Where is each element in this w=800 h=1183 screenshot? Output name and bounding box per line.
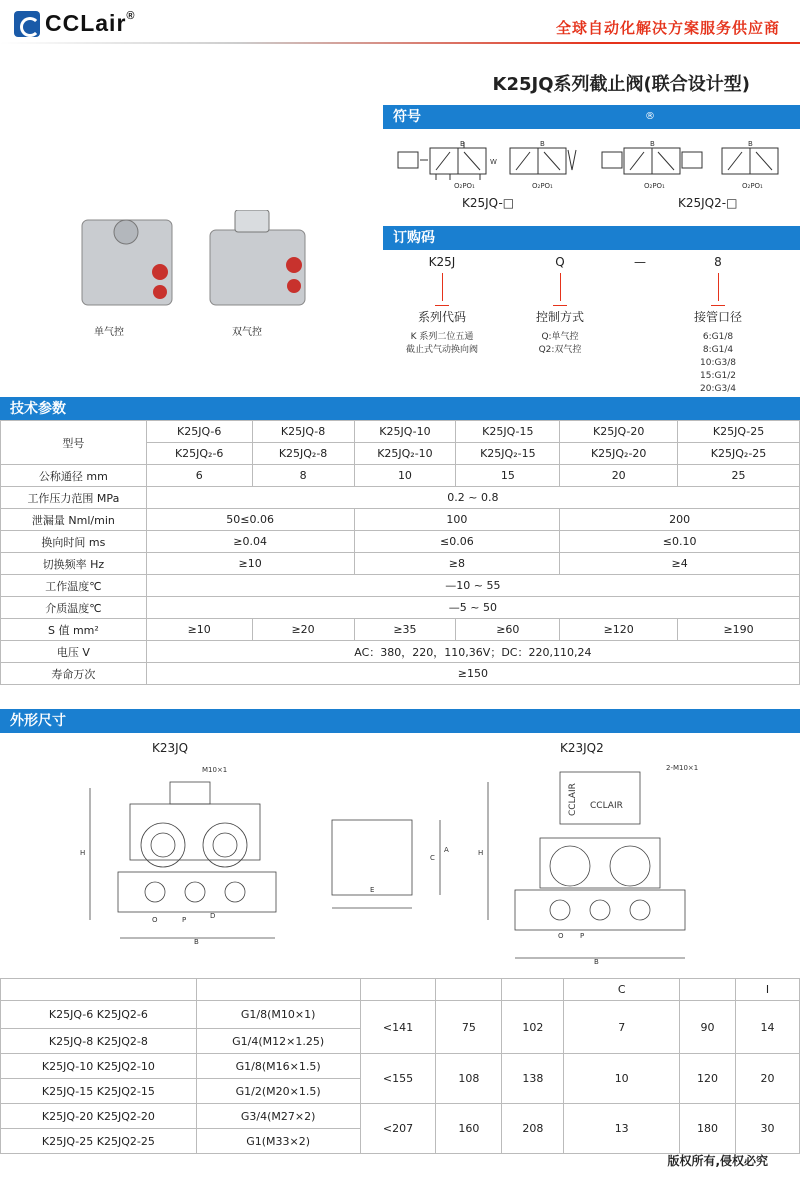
symbol-caption-single: K25JQ-□ bbox=[462, 196, 515, 210]
svg-text:A: A bbox=[444, 846, 449, 854]
order-dash: — bbox=[634, 255, 646, 269]
svg-text:B: B bbox=[594, 958, 599, 966]
svg-text:W: W bbox=[490, 158, 497, 166]
svg-text:C: C bbox=[430, 854, 435, 862]
order-col-control bbox=[500, 255, 620, 357]
table-row: 工作压力范围 MPa 0.2 ~ 0.8 bbox=[1, 487, 800, 509]
svg-text:H: H bbox=[478, 849, 484, 857]
order-section-bar: 订购码 bbox=[383, 226, 800, 250]
table-row: 型号 K25JQ-6 K25JQ-8 K25JQ-10 K25JQ-15 K25JQ-20 K25JQ-25 bbox=[1, 421, 800, 443]
svg-text:H: H bbox=[80, 849, 86, 857]
order-col-port bbox=[658, 255, 778, 409]
svg-text:O₂PO₁: O₂PO₁ bbox=[742, 182, 763, 190]
svg-text:B: B bbox=[194, 938, 199, 946]
page-header bbox=[0, 0, 800, 48]
dimension-table bbox=[0, 978, 800, 1154]
svg-text:P: P bbox=[182, 916, 187, 924]
table-row: K25JQ-6 K25JQ2-6 G1/8(M10×1) <141 75 102 7 90 14 bbox=[1, 1001, 800, 1029]
order-desc-port: 6:G1/8 8:G1/4 10:G3/8 15:G1/2 20:G3/4 bbox=[700, 332, 736, 394]
table-row: 泄漏量 Nml/min 50≤0.06 100 200 bbox=[1, 509, 800, 531]
svg-text:O₂PO₁: O₂PO₁ bbox=[644, 182, 665, 190]
dimension-section-bar: 外形尺寸 bbox=[0, 709, 800, 733]
slogan: 全球自动化解决方案服务供应商 bbox=[555, 19, 780, 37]
order-name-port: 接管口径 bbox=[693, 310, 742, 324]
order-code-series: K25J bbox=[428, 255, 456, 269]
order-desc-series: K 系列二位五通 截止式气动换向阀 bbox=[405, 332, 478, 355]
drawing-label-double: K23JQ2 bbox=[560, 741, 604, 755]
svg-text:B: B bbox=[460, 140, 465, 148]
table-row: C I bbox=[1, 979, 800, 1001]
product-caption-single: 单气控 bbox=[94, 327, 124, 338]
table-row: K25JQ-10 K25JQ2-10 G1/8(M16×1.5) <155 108 138 10 120 20 bbox=[1, 1054, 800, 1079]
header-divider bbox=[0, 42, 800, 44]
svg-text:M10×1: M10×1 bbox=[202, 766, 228, 774]
logo-icon bbox=[14, 11, 40, 37]
order-name-control: 控制方式 bbox=[535, 310, 584, 324]
svg-text:B: B bbox=[540, 140, 545, 148]
product-caption-double: 双气控 bbox=[232, 327, 262, 338]
table-row: 寿命万次 ≥150 bbox=[1, 663, 800, 685]
svg-text:O₂PO₁: O₂PO₁ bbox=[454, 182, 475, 190]
svg-text:B: B bbox=[650, 140, 655, 148]
tech-table bbox=[0, 420, 800, 685]
svg-text:D: D bbox=[210, 912, 216, 920]
table-row: 公称通径 mm 6 8 10 15 20 25 bbox=[1, 465, 800, 487]
table-row: S 值 mm² ≥10 ≥20 ≥35 ≥60 ≥120 ≥190 bbox=[1, 619, 800, 641]
svg-text:O: O bbox=[152, 916, 158, 924]
brand-name: CCLair® bbox=[45, 10, 136, 36]
table-row: K25JQ-20 K25JQ2-20 G3/4(M27×2) <207 160 208 13 180 30 bbox=[1, 1104, 800, 1129]
order-code-port: 8 bbox=[714, 255, 722, 269]
table-row: K25JQ-25 K25JQ2-25 G1(M33×2) bbox=[1, 1129, 800, 1154]
table-row: 换向时间 ms ≥0.04 ≤0.06 ≤0.10 bbox=[1, 531, 800, 553]
table-row: 工作温度℃ —10 ~ 55 bbox=[1, 575, 800, 597]
svg-text:O₂PO₁: O₂PO₁ bbox=[532, 182, 553, 190]
table-row: 电压 V AC：380，220，110,36V；DC：220,110,24 bbox=[1, 641, 800, 663]
symbol-section-bar: 符号 ® bbox=[383, 105, 800, 129]
svg-text:CCLAIR: CCLAIR bbox=[568, 783, 578, 816]
table-row: 介质温度℃ —5 ~ 50 bbox=[1, 597, 800, 619]
table-row: 切换频率 Hz ≥10 ≥8 ≥4 bbox=[1, 553, 800, 575]
dimension-drawings bbox=[70, 760, 730, 970]
svg-text:P: P bbox=[580, 932, 585, 940]
svg-text:CCLAIR: CCLAIR bbox=[590, 801, 623, 811]
order-code-control: Q bbox=[555, 255, 565, 269]
svg-text:B: B bbox=[748, 140, 753, 148]
table-row: K25JQ-8 K25JQ2-8 G1/4(M12×1.25) bbox=[1, 1029, 800, 1054]
order-desc-control: Q:单气控 Q2:双气控 bbox=[538, 332, 582, 355]
svg-text:O: O bbox=[558, 932, 564, 940]
symbol-caption-double: K25JQ2-□ bbox=[678, 196, 738, 210]
svg-text:E: E bbox=[370, 886, 375, 894]
copyright-footer: 版权所有,侵权必究 bbox=[667, 1154, 768, 1168]
table-row: K25JQ₂-6 K25JQ₂-8 K25JQ₂-10 K25JQ₂-15 K25JQ₂-20 K25JQ₂-25 bbox=[1, 443, 800, 465]
order-name-series: 系列代码 bbox=[417, 310, 466, 324]
table-row: K25JQ-15 K25JQ2-15 G1/2(M20×1.5) bbox=[1, 1079, 800, 1104]
tech-section-bar: 技术参数 bbox=[0, 397, 800, 421]
product-images bbox=[70, 210, 320, 325]
valve-symbols bbox=[392, 140, 792, 195]
page-title: K25JQ系列截止阀(联合设计型) bbox=[492, 74, 750, 95]
brand-logo bbox=[14, 10, 136, 37]
svg-text:2-M10×1: 2-M10×1 bbox=[666, 764, 699, 772]
drawing-label-single: K23JQ bbox=[152, 741, 189, 755]
order-col-series bbox=[382, 255, 502, 357]
